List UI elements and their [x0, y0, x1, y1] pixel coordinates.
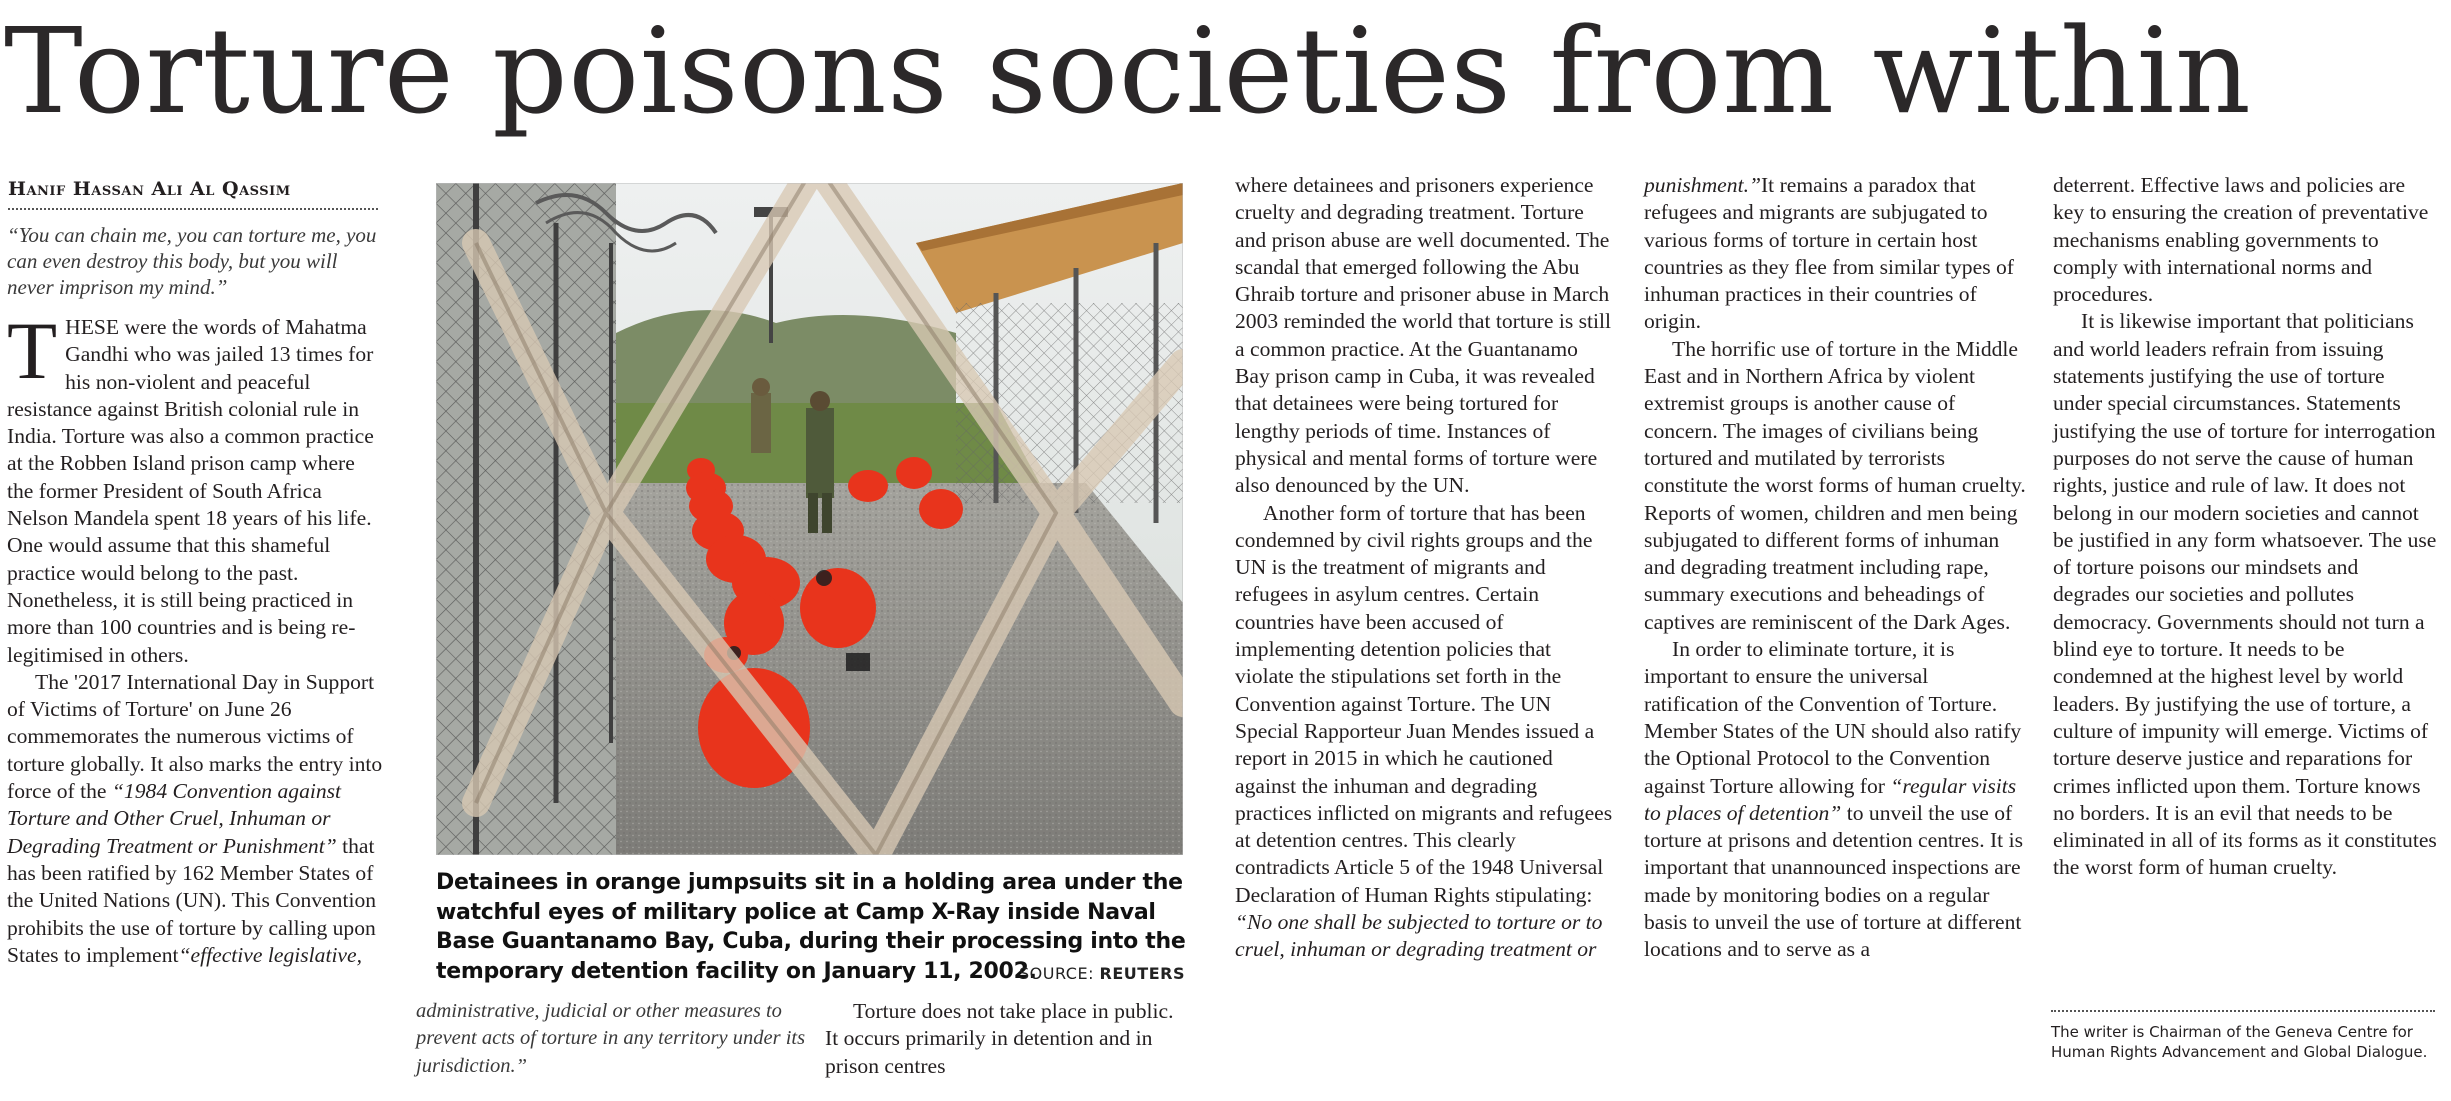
paragraph: The horrific use of torture in the Middle East and in Northern Africa by violent extremist groups is another cause of concern. The images of civilians being tortured and mutilated by terrorists constitute the worst forms of human cruelty. Reports of women, children and men being subjugated to different forms of inhuman and degrading treatment including rape, summary executions and beheadings of captives are reminiscent of the Dark Ages.	[1644, 336, 2026, 634]
convention-title: “1984 Convention against Torture and Other Cruel, Inhuman or Degrading Treatment or Punishment”	[7, 779, 342, 858]
writer-note: The writer is Chairman of the Geneva Centre for Human Rights Advancement and Global Dialogue.	[2051, 1023, 2428, 1061]
paragraph-text: Another form of torture that has been condemned by civil rights groups and the UN is the treatment of migrants and refugees in asylum centres. Certain countries have been accused of implementing detention policies that violate the stipulations set forth in the Convention against Torture. The UN Special Rapporteur Juan Mendes issued a report in 2015 in which he cautioned against the inhuman and degrading practices inflicted on migrants and refugees at detention centres. This clearly contradicts Article 5 of the 1948 Universal Declaration of Human Rights stipulating:	[1235, 500, 1613, 907]
headline: Torture poisons societies from within	[4, 2, 2252, 140]
column-2-bottom-right	[825, 998, 1190, 1080]
soldier-figure	[751, 378, 771, 453]
column-3	[1235, 172, 1613, 964]
paragraph: Torture does not take place in public. It occurs primarily in detention and in prison centres	[825, 999, 1174, 1078]
quote-text: “effective legislative,	[178, 942, 363, 967]
byline: Hanif Hassan Ali Al Qassim	[8, 178, 378, 210]
paragraph	[1235, 500, 1613, 964]
quote-text: “regular visits to places of detention”	[1644, 773, 2017, 825]
source-label: SOURCE:	[1019, 964, 1094, 983]
guantanamo-photo	[436, 183, 1183, 855]
paragraph: It is likewise important that politicians and world leaders refrain from issuing statements justifying the use of torture under special circumstances. Statements justifying the use of torture for interrogation purposes do not serve the cause of human rights, justice and rule of law. It does not belong in our modern societies and cannot be justified in any form whatsoever. The use of torture poisons our mindsets and degrades our societies and pollutes democracy. Governments should not turn a blind eye to torture. It needs to be condemned at the highest level by world leaders. By justifying the use of torture, a culture of impunity will emerge. Victims of torture deserve justice and reparations for crimes inflicted upon them. Torture knows no borders. It is an evil that needs to be eliminated in all of its forms as it constitutes the worst form of human cruelty.	[2053, 309, 2437, 880]
paragraph	[1644, 172, 2026, 336]
source-name: REUTERS	[1099, 964, 1185, 983]
paragraph-text: were the words of Mahatma Gandhi who was jailed 13 times for his non-violent and peaceful resistance against British colonial rule in India. Torture was also a common practice at the Robben Island prison camp where the former President of South Africa Nelson Mandela spent 18 years of his life. One would assume that this shameful practice would belong to the past. Nonetheless, it is still being practiced in more than 100 countries and is being re-legitimised in others.	[7, 315, 374, 667]
paragraph-text: In order to eliminate torture, it is important to ensure the universal ratification of the Convention of Torture. Member States of the UN should also ratify the Optional Protocol to the Convention against Torture allowing for	[1644, 637, 2022, 798]
paragraph	[1644, 636, 2026, 964]
photo-caption: Detainees in orange jumpsuits sit in a holding area under the watchful eyes of military police at Camp X-Ray inside Naval Base Guantanamo Bay, Cuba, during their processing into the temporary detention facility on January 11, 2002.	[436, 870, 1186, 984]
divider	[2051, 1010, 2435, 1012]
quote-text: punishment.”	[1644, 173, 1761, 197]
article-photo	[436, 183, 1183, 855]
paragraph: deterrent. Effective laws and policies are key to ensuring the creation of preventative mechanisms enabling governments to comply with international norms and procedures.	[2053, 173, 2429, 307]
column-1	[7, 222, 383, 969]
lead-caps: HESE	[65, 315, 120, 339]
photo-source	[1019, 964, 1185, 983]
paragraph-text: that has been ratified by 162 Member States of the United Nations (UN). This Convention prohibits the use of torture by calling upon States to implement	[7, 833, 377, 967]
quote-text: “No one shall be subjected to torture or to cruel, inhuman or degrading treatment or	[1235, 910, 1603, 962]
paragraph: administrative, judicial or other measures to prevent acts of torture in any territory under its jurisdiction.”	[416, 1000, 806, 1077]
column-4	[1644, 172, 2026, 964]
pull-quote: “You can chain me, you can torture me, you can even destroy this body, but you will never imprison my mind.”	[7, 223, 377, 299]
paragraph	[7, 305, 383, 669]
paragraph: where detainees and prisoners experience cruelty and degrading treatment. Torture and prison abuse are well documented. The scandal that emerged following the Abu Ghraib torture and prisoner abuse in March 2003 reminded the world that torture is still a common practice. At the Guantanamo Bay prison camp in Cuba, it was revealed that detainees were being tortured for lengthy periods of time. Instances of physical and mental forms of torture were also denounced by the UN.	[1235, 173, 1612, 498]
paragraph-text: It remains a paradox that refugees and migrants are subjugated to various forms of torture in certain host countries as they flee from similar types of inhuman practices in their countries of origin.	[1644, 173, 2014, 334]
drop-cap: T	[7, 305, 58, 396]
paragraph-text: to unveil the use of torture at prisons and detention centres. It is important that unannounced inspections are made by monitoring bodies on a regular basis to unveil the use of torture at different locations and to serve as a	[1644, 800, 2023, 962]
column-5	[2053, 172, 2437, 882]
paragraph	[7, 669, 383, 969]
column-2-bottom-left	[416, 998, 806, 1080]
paragraph-text: The '2017 International Day in Support of Victims of Torture' on June 26 commemorates the numerous victims of torture globally. It also marks the entry into force of the	[7, 669, 383, 804]
